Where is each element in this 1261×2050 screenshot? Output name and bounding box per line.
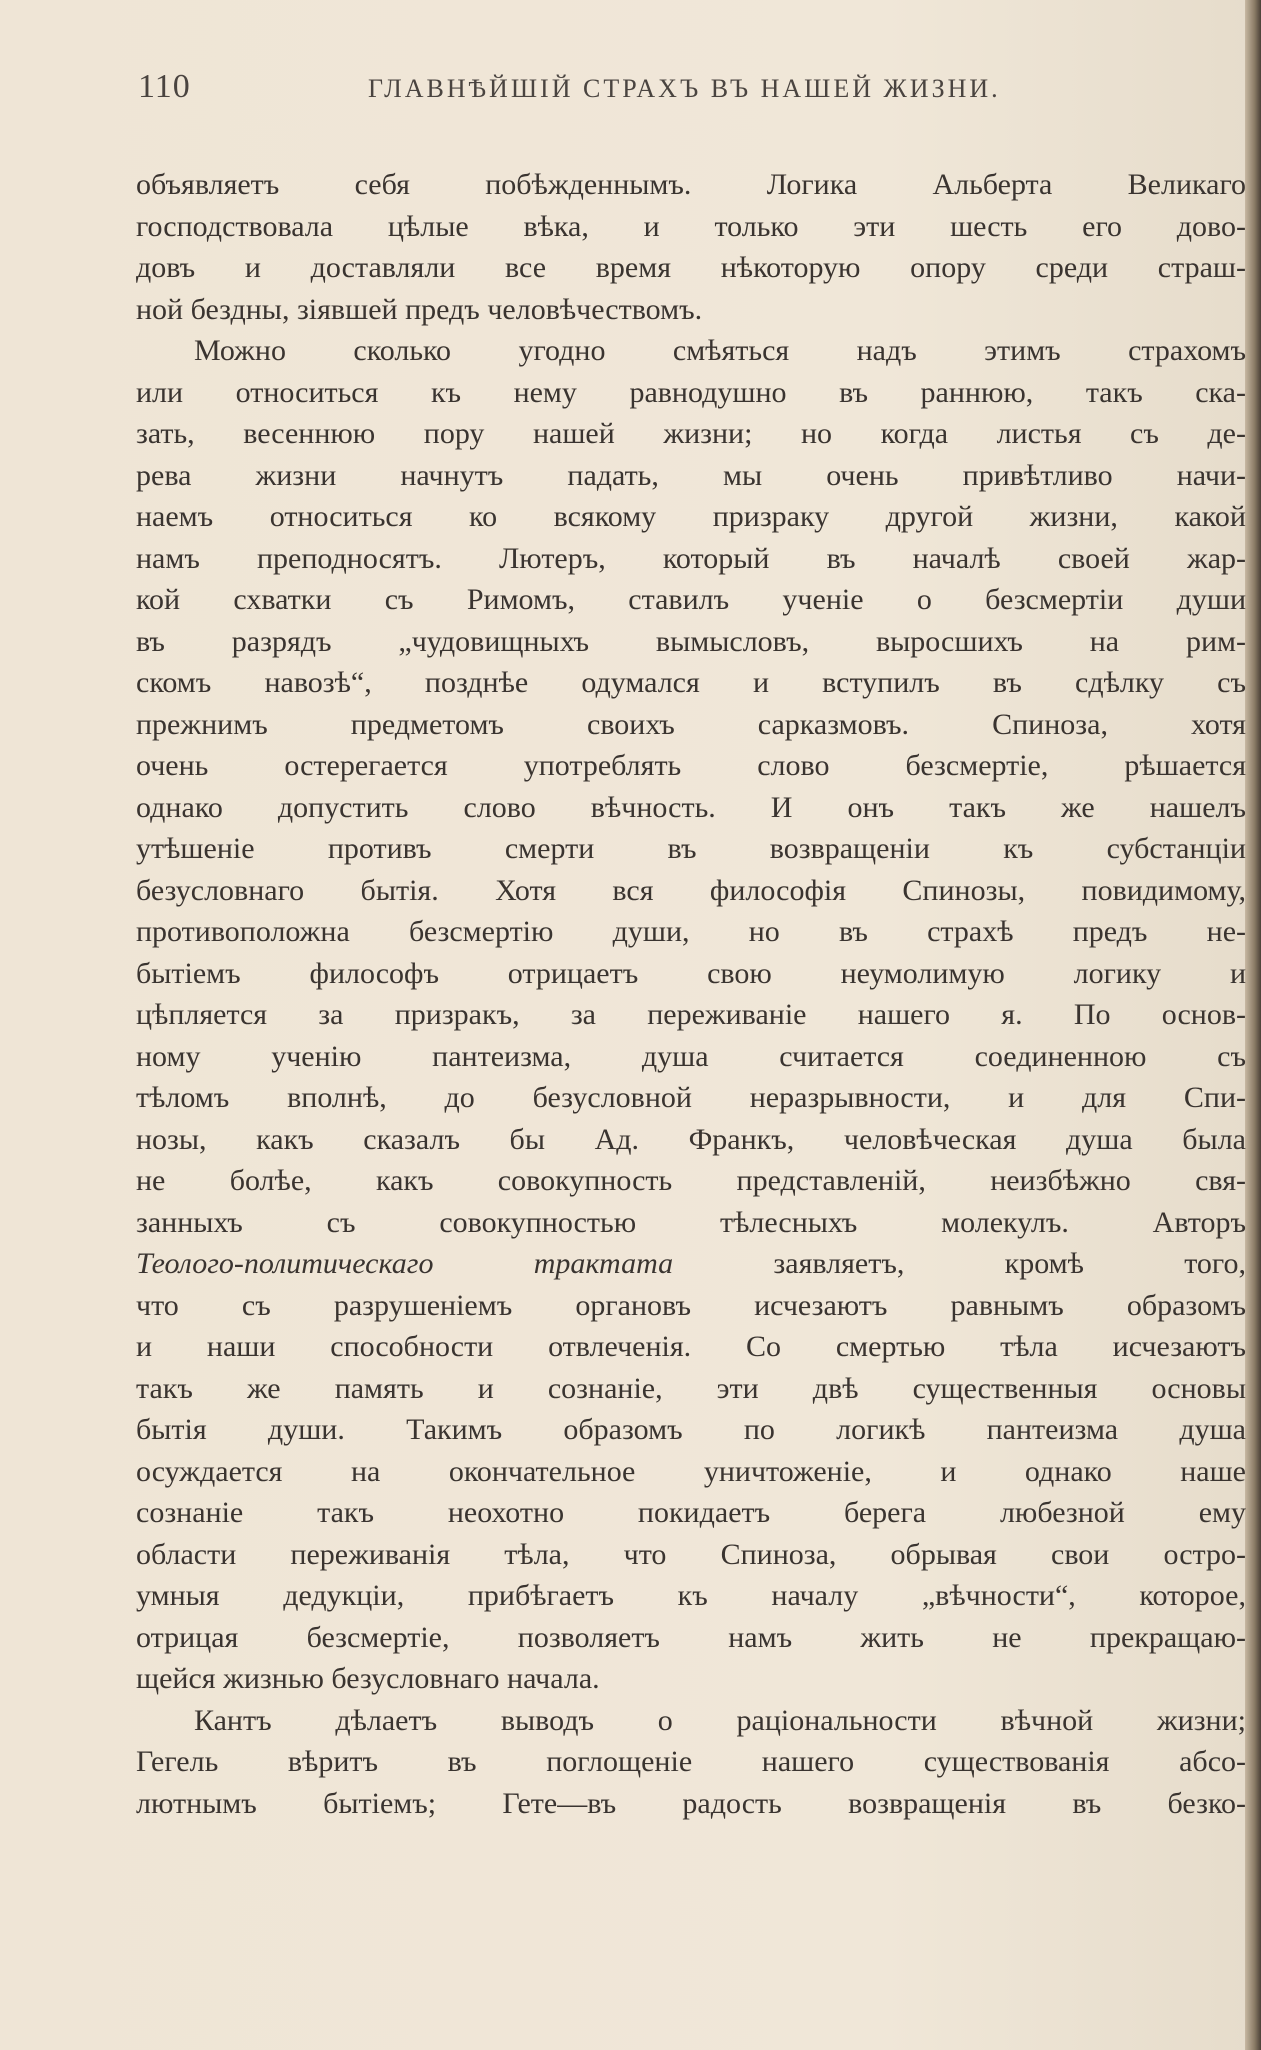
text-line: безусловнаго бытія. Хотя вся философія Спинозы, повидимому, bbox=[136, 873, 1246, 907]
body-text bbox=[136, 164, 1246, 1824]
text-line: бытіемъ философъ отрицаетъ свою неумолимую логику и bbox=[136, 956, 1246, 990]
text-line: утѣшеніе противъ смерти въ возвращеніи къ субстанціи bbox=[136, 832, 1246, 865]
text-line: такъ же память и сознаніе, эти двѣ существенныя основы bbox=[136, 1371, 1246, 1405]
text-line: отрицая безсмертіе, позволяетъ намъ жить не прекращаю- bbox=[136, 1620, 1246, 1654]
text-line: ному ученію пантеизма, душа считается соединенною съ bbox=[136, 1039, 1246, 1073]
text-line: довъ и доставляли все время нѣкоторую опору среди страш- bbox=[136, 251, 1246, 284]
text-line: бытія души. Такимъ образомъ по логикѣ пантеизма душа bbox=[136, 1413, 1246, 1446]
text-line: въ разрядъ „чудовищныхъ вымысловъ, выросшихъ на рим- bbox=[136, 624, 1246, 658]
text-line: нозы, какъ сказалъ бы Ад. Франкъ, человѣческая душа была bbox=[136, 1122, 1246, 1156]
text-line: осуждается на окончательное уничтоженіе, и однако наше bbox=[136, 1454, 1246, 1488]
text-line: очень остерегается употреблять слово безсмертіе, рѣшается bbox=[136, 749, 1246, 782]
italic-book-title: Теолого-политическаго трактата bbox=[136, 1247, 674, 1280]
text-line: противоположна безсмертію души, но въ страхѣ предъ не- bbox=[136, 915, 1246, 948]
running-head: ГЛАВНѢЙШІЙ СТРАХЪ ВЪ НАШЕЙ ЖИЗНИ. bbox=[368, 74, 1001, 103]
text-line: господствовала цѣлые вѣка, и только эти шесть его дово- bbox=[136, 209, 1246, 243]
text-line: намъ преподносятъ. Лютеръ, который въ началѣ своей жар- bbox=[136, 541, 1246, 575]
page-number: 110 bbox=[138, 68, 191, 105]
text-line: занныхъ съ совокупностью тѣлесныхъ молекулъ. Авторъ bbox=[136, 1205, 1246, 1239]
text-line: прежнимъ предметомъ своихъ сарказмовъ. Спиноза, хотя bbox=[136, 707, 1246, 741]
page-header bbox=[138, 68, 1248, 116]
text-line: или относиться къ нему равнодушно въ раннюю, такъ ска- bbox=[136, 375, 1246, 409]
text-line: Гегель вѣритъ въ поглощеніе нашего существованія абсо- bbox=[136, 1745, 1246, 1778]
text-line-with-italic-title bbox=[136, 1243, 1246, 1285]
text-line: умныя дедукціи, прибѣгаетъ къ началу „вѣчности“, которое, bbox=[136, 1579, 1246, 1612]
text-line: щейся жизнью безусловнаго начала. bbox=[136, 1662, 600, 1695]
paragraph-start-line: Можно сколько угодно смѣяться надъ этимъ страхомъ bbox=[194, 334, 1246, 367]
text-line: однако допустить слово вѣчность. И онъ такъ же нашелъ bbox=[136, 790, 1246, 824]
text-line: лютнымъ бытіемъ; Гете—въ радость возвращенія въ безко- bbox=[136, 1786, 1246, 1820]
text-line: кой схватки съ Римомъ, ставилъ ученіе о безсмертіи души bbox=[136, 583, 1246, 616]
text-line: не болѣе, какъ совокупность представленій, неизбѣжно свя- bbox=[136, 1164, 1246, 1197]
text-line: области переживанія тѣла, что Спиноза, обрывая свои остро- bbox=[136, 1537, 1246, 1571]
text-line: ной бездны, зіявшей предъ человѣчествомъ. bbox=[136, 292, 703, 326]
text-line: цѣпляется за призракъ, за переживаніе нашего я. По основ- bbox=[136, 998, 1246, 1031]
text-line: объявляетъ себя побѣжденнымъ. Логика Альберта Великаго bbox=[136, 168, 1246, 201]
text-line: скомъ навозѣ“, позднѣе одумался и вступилъ въ сдѣлку съ bbox=[136, 666, 1246, 699]
text-line: тѣломъ вполнѣ, до безусловной неразрывности, и для Спи- bbox=[136, 1081, 1246, 1114]
text-line: наемъ относиться ко всякому призраку другой жизни, какой bbox=[136, 500, 1246, 533]
text-line: и наши способности отвлеченія. Со смертью тѣла исчезаютъ bbox=[136, 1330, 1246, 1363]
text-line: сознаніе такъ неохотно покидаетъ берега любезной ему bbox=[136, 1496, 1246, 1529]
text-fragment: заявляетъ, кромѣ того, bbox=[673, 1247, 1246, 1280]
text-line: рева жизни начнутъ падать, мы очень привѣтливо начи- bbox=[136, 458, 1246, 492]
text-line: зать, весеннюю пору нашей жизни; но когда листья съ де- bbox=[136, 417, 1246, 450]
text-line: что съ разрушеніемъ органовъ исчезаютъ равнымъ образомъ bbox=[136, 1288, 1246, 1322]
page-edge-shadow bbox=[1245, 0, 1261, 2050]
paragraph-start-line: Кантъ дѣлаетъ выводъ о раціональности вѣчной жизни; bbox=[194, 1703, 1246, 1737]
